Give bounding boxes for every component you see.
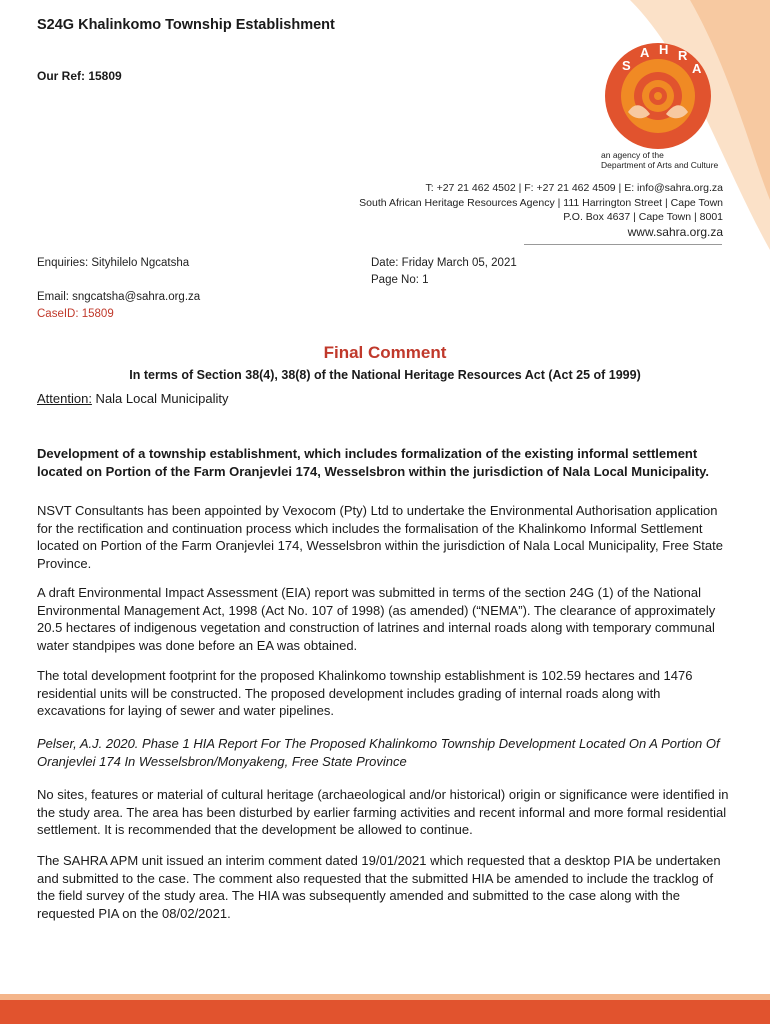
logo-letter-h: H — [659, 42, 669, 57]
hia-reference: Pelser, A.J. 2020. Phase 1 HIA Report For The Proposed Khalinkomo Township Development Located On A Portion Of Oranjevlei 174 In Wesselsbron/Monyakeng, Free State Province — [37, 736, 720, 769]
sahra-logo-icon — [584, 40, 732, 152]
attention-label: Attention: — [37, 391, 92, 406]
paragraph-footprint: The total development footprint for the proposed Khalinkomo township establishment is 102.59 hectares and 1476 residential units will be constructed. The proposed development includes grading of internal roads along with excavations for laying of sewer and water pipelines. — [37, 668, 693, 719]
development-title: Development of a township establishment, which includes formalization of the existing informal settlement located on Portion of the Farm Oranjevlei 174, Wesselsbron within the jurisdiction of Nala Local Municipality. — [37, 446, 710, 479]
paragraph-eia: A draft Environmental Impact Assessment (EIA) report was submitted in terms of the section 24G (1) of the National Environmental Management Act, 1998 (Act No. 107 of 1998) (as amended) (“NEMA”). The clearance of approximately 20.5 hectares of indigenous vegetation and construction of latrines and internal roads along with temporary communal water standpipes was done before an EA was obtained. — [37, 585, 716, 653]
attention-line — [37, 391, 229, 406]
logo-letter-r: R — [678, 48, 688, 63]
contact-phone-email: T: +27 21 462 4502 | F: +27 21 462 4509 | E: info@sahra.org.za — [425, 182, 723, 194]
letter-date: Date: Friday March 05, 2021 — [371, 257, 517, 269]
contact-po-box: P.O. Box 4637 | Cape Town | 8001 — [563, 211, 723, 224]
our-reference: Our Ref: 15809 — [37, 69, 122, 83]
document-title: S24G Khalinkomo Township Establishment — [37, 17, 335, 33]
agency-note — [601, 150, 718, 170]
contact-address: South African Heritage Resources Agency | 111 Harrington Street | Cape Town — [359, 196, 723, 209]
contact-website-link[interactable]: www.sahra.org.za — [627, 224, 723, 239]
paragraph-apm-comment: The SAHRA APM unit issued an interim comment dated 19/01/2021 which requested that a desktop PIA be undertaken and submitted to the case. The comment also requested that the submitted HIA be amended to include the tracklog of the field survey of the study area. The HIA was subsequently amended and submitted to the case along with the requested PIA on the 08/02/2021. — [37, 853, 721, 921]
final-comment-heading: Final Comment — [323, 343, 447, 362]
enquiries: Enquiries: Sityhilelo Ngcatsha — [37, 257, 190, 269]
attention-recipient: Nala Local Municipality — [91, 391, 229, 406]
paragraph-appointment: NSVT Consultants has been appointed by Vexocom (Pty) Ltd to undertake the Environmental Authorisation application for the rectification and continuation process which includes the formalisation of the Khalinkomo Informal Settlement located on Portion of the Farm Oranjevlei 174, Wesselsbron within the jurisdiction of Nala Local Municipality, Free State Province. — [37, 503, 723, 571]
contact-block — [359, 181, 723, 239]
logo-letter-s: S — [622, 58, 631, 73]
contact-email[interactable]: Email: sngcatsha@sahra.org.za — [37, 291, 201, 303]
footer-band — [0, 1000, 770, 1024]
agency-line-2: Department of Arts and Culture — [601, 160, 719, 170]
case-id: CaseID: 15809 — [37, 308, 114, 320]
logo-letter-a2: A — [692, 61, 702, 76]
agency-line-1: an agency of the — [601, 150, 664, 160]
legislation-subheading: In terms of Section 38(4), 38(8) of the National Heritage Resources Act (Act 25 of 1999) — [129, 368, 641, 382]
page-number: Page No: 1 — [371, 274, 429, 286]
paragraph-findings: No sites, features or material of cultural heritage (archaeological and/or historical) origin or significance were identified in the study area. The area has been disturbed by earlier farming activities and recent informal and more formal residential settlement. It is recommended that the development be allowed to continue. — [37, 787, 729, 838]
logo-letter-a1: A — [640, 45, 650, 60]
header-divider — [524, 244, 722, 245]
